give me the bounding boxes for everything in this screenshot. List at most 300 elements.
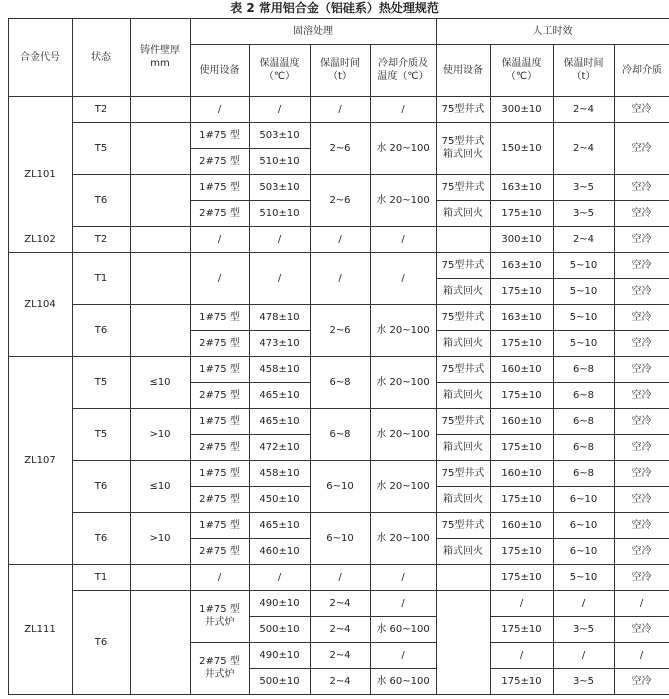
cell-text: 5~10	[569, 311, 598, 323]
table-cell	[370, 460, 436, 512]
cell-text: 2#75 型	[199, 441, 240, 453]
cell-text: 6~10	[569, 545, 598, 557]
table-cell	[490, 434, 553, 460]
cell-text: /	[277, 103, 282, 115]
table-cell	[310, 122, 370, 174]
table-cell	[249, 486, 310, 512]
table-cell	[614, 668, 669, 694]
table-cell	[190, 486, 249, 512]
cell-text: /	[277, 272, 282, 284]
cell-text: /	[277, 233, 282, 245]
table-cell	[310, 668, 370, 694]
cell-text: 6~10	[569, 519, 598, 531]
cell-text: 3~5	[572, 207, 595, 219]
table-cell	[490, 668, 553, 694]
table-cell	[490, 96, 553, 122]
table-cell	[436, 564, 490, 590]
table-cell	[490, 122, 553, 174]
table-cell	[190, 356, 249, 382]
grid-line	[190, 694, 250, 695]
table-cell	[249, 642, 310, 668]
table-cell	[130, 512, 190, 564]
table-cell	[614, 538, 669, 564]
grid-line	[310, 694, 371, 695]
cell-text: /	[217, 571, 222, 583]
table-cell	[436, 486, 490, 512]
table-cell	[72, 122, 130, 174]
table-cell	[190, 226, 249, 252]
table-cell	[249, 460, 310, 486]
cell-text: 473±10	[259, 337, 300, 349]
cell-text: 503±10	[259, 181, 300, 193]
table-cell	[614, 564, 669, 590]
table-cell	[310, 642, 370, 668]
table-cell	[72, 174, 130, 226]
cell-text: 箱式回火	[443, 149, 483, 160]
cell-text: 300±10	[501, 233, 542, 245]
cell-text: ZL111	[24, 623, 56, 635]
cell-text: 水 60~100	[376, 675, 430, 687]
table-cell	[249, 96, 310, 122]
cell-text: T6	[94, 194, 108, 206]
cell-text: 458±10	[259, 363, 300, 375]
table-cell	[190, 564, 249, 590]
cell-text: 175±10	[501, 207, 542, 219]
cell-text: T6	[94, 636, 108, 648]
table-cell	[370, 668, 436, 694]
cell-text: 3~5	[572, 675, 595, 687]
table-cell	[130, 304, 190, 356]
cell-text: ZL107	[24, 454, 56, 466]
table-cell	[490, 226, 553, 252]
table-cell	[370, 564, 436, 590]
table-cell	[249, 590, 310, 616]
table-cell	[490, 642, 553, 668]
table-cell	[490, 278, 553, 304]
cell-text: >10	[149, 428, 171, 440]
table-cell	[370, 590, 436, 616]
cell-text: 465±10	[259, 389, 300, 401]
cell-text: 6~8	[572, 389, 595, 401]
table-cell	[130, 122, 190, 174]
cell-text: 空冷	[631, 311, 652, 323]
cell-text: 水 20~100	[376, 532, 430, 544]
table-cell	[553, 486, 614, 512]
table-cell	[614, 330, 669, 356]
table-cell	[310, 356, 370, 408]
table-cell	[72, 460, 130, 512]
cell-text: 175±10	[501, 675, 542, 687]
cell-text: 1#75 型	[199, 467, 240, 479]
table-cell	[436, 96, 490, 122]
cell-text: 75型井式	[441, 467, 485, 479]
table-cell	[72, 564, 130, 590]
table-cell	[553, 226, 614, 252]
cell-text: ≤10	[149, 376, 171, 388]
cell-text: 75型井式	[441, 259, 485, 271]
cell-text: 空冷	[631, 623, 652, 635]
cell-text: 空冷	[631, 519, 652, 531]
table-cell	[436, 252, 490, 278]
table-cell	[190, 122, 249, 148]
cell-text: 箱式回火	[443, 337, 483, 349]
table-cell	[553, 668, 614, 694]
cell-text: 465±10	[259, 415, 300, 427]
header-aging-cooling: 冷却介质	[622, 64, 662, 76]
table-cell	[310, 590, 370, 616]
cell-text: T2	[94, 233, 108, 245]
table-cell	[190, 200, 249, 226]
table-cell	[190, 174, 249, 200]
table-cell	[72, 252, 130, 304]
table-cell	[249, 148, 310, 174]
cell-text: 箱式回火	[443, 285, 483, 297]
table-cell	[310, 460, 370, 512]
header-aging-time: 保温时间 （t）	[563, 58, 604, 82]
cell-text: 175±10	[501, 285, 542, 297]
cell-text: 75型井式	[441, 311, 485, 323]
cell-text: 160±10	[501, 363, 542, 375]
table-cell	[614, 616, 669, 642]
cell-text: 空冷	[631, 545, 652, 557]
cell-text: /	[217, 233, 222, 245]
cell-text: 460±10	[259, 545, 300, 557]
cell-text: /	[519, 597, 524, 609]
table-cell	[490, 382, 553, 408]
table-cell	[370, 408, 436, 460]
cell-text: 160±10	[501, 519, 542, 531]
table-cell	[553, 356, 614, 382]
cell-text: /	[401, 233, 405, 245]
grid-line	[130, 694, 191, 695]
cell-text: T6	[94, 324, 108, 336]
table-cell	[490, 408, 553, 434]
cell-text: 空冷	[631, 363, 652, 375]
table-cell	[249, 538, 310, 564]
cell-text: 空冷	[631, 675, 652, 687]
table-cell	[190, 590, 249, 642]
cell-text: 6~8	[329, 428, 351, 440]
table-cell	[614, 486, 669, 512]
table-cell	[8, 356, 72, 564]
table-cell	[490, 304, 553, 330]
cell-text: 水 60~100	[376, 623, 430, 635]
table-cell	[72, 356, 130, 408]
table-cell	[490, 200, 553, 226]
cell-text: T5	[94, 142, 108, 154]
table-cell	[436, 590, 490, 694]
cell-text: 箱式回火	[443, 493, 483, 505]
table-cell	[614, 356, 669, 382]
cell-text: 空冷	[631, 493, 652, 505]
table-cell	[553, 642, 614, 668]
cell-text: 5~10	[569, 571, 598, 583]
table-cell	[370, 304, 436, 356]
cell-text: 2~4	[572, 233, 595, 245]
table-cell	[614, 226, 669, 252]
table-cell	[310, 174, 370, 226]
cell-text: 175±10	[501, 571, 542, 583]
cell-text: 458±10	[259, 467, 300, 479]
table-cell	[614, 460, 669, 486]
cell-text: 2~4	[329, 649, 351, 661]
table-cell	[249, 304, 310, 330]
table-cell	[249, 252, 310, 304]
cell-text: 2~4	[329, 675, 351, 687]
cell-text: 2~6	[329, 194, 351, 206]
cell-text: 水 20~100	[376, 480, 430, 492]
cell-text: 1#75 型	[199, 129, 240, 141]
table-cell	[249, 564, 310, 590]
table-cell	[130, 460, 190, 512]
table-cell	[553, 382, 614, 408]
table-cell	[310, 226, 370, 252]
cell-text: 1#75 型	[199, 415, 240, 427]
cell-text: /	[217, 272, 222, 284]
cell-text: 2#75 型	[199, 155, 240, 167]
grid-line	[8, 694, 73, 695]
table-cell	[130, 252, 190, 304]
cell-text: 3~5	[572, 181, 595, 193]
cell-text: 空冷	[631, 207, 652, 219]
cell-text: 箱式回火	[443, 441, 483, 453]
table-cell	[490, 616, 553, 642]
cell-text: /	[338, 233, 342, 245]
table-cell	[249, 408, 310, 434]
cell-text: 175±10	[501, 623, 542, 635]
cell-text: 5~10	[569, 337, 598, 349]
cell-text: 175±10	[501, 441, 542, 453]
cell-text: 水 20~100	[376, 194, 430, 206]
cell-text: 箱式回火	[443, 545, 483, 557]
cell-text: 510±10	[259, 155, 300, 167]
table-cell	[553, 434, 614, 460]
table-cell	[553, 512, 614, 538]
cell-text: 箱式回火	[443, 389, 483, 401]
cell-text: 75型井式	[441, 103, 485, 115]
cell-text: 500±10	[259, 623, 300, 635]
table-cell	[249, 512, 310, 538]
table-cell	[249, 434, 310, 460]
table-cell	[190, 460, 249, 486]
cell-text: ZL104	[24, 298, 56, 310]
table-cell	[72, 304, 130, 356]
table-cell	[614, 408, 669, 434]
cell-text: 500±10	[259, 675, 300, 687]
cell-text: 空冷	[631, 285, 652, 297]
cell-text: 6~8	[572, 363, 595, 375]
table-cell	[310, 512, 370, 564]
table-cell	[553, 616, 614, 642]
table-cell	[190, 304, 249, 330]
cell-text: 150±10	[501, 142, 542, 154]
table-cell	[553, 408, 614, 434]
cell-text: ≤10	[149, 480, 171, 492]
cell-text: 空冷	[631, 233, 652, 245]
table-cell	[490, 356, 553, 382]
table-cell	[436, 122, 490, 174]
table-cell	[553, 304, 614, 330]
table-cell	[249, 382, 310, 408]
cell-text: 井式炉	[204, 669, 235, 680]
cell-text: 2#75 型	[199, 656, 240, 667]
table-cell	[436, 174, 490, 200]
table-cell	[614, 382, 669, 408]
table-cell	[130, 226, 190, 252]
table-cell	[249, 174, 310, 200]
table-cell	[436, 330, 490, 356]
header-state: 状态	[91, 51, 111, 63]
cell-text: 水 20~100	[376, 142, 430, 154]
table-cell	[490, 564, 553, 590]
table-cell	[190, 96, 249, 122]
cell-text: 2~4	[572, 142, 595, 154]
cell-text: 6~8	[572, 415, 595, 427]
table-cell	[490, 460, 553, 486]
table-cell	[614, 512, 669, 538]
table-cell	[8, 564, 72, 694]
table-cell	[72, 408, 130, 460]
table-cell	[553, 252, 614, 278]
cell-text: 2~6	[329, 324, 351, 336]
cell-text: 175±10	[501, 337, 542, 349]
table-cell	[310, 96, 370, 122]
table-cell	[130, 96, 190, 122]
table-cell	[553, 590, 614, 616]
cell-text: 160±10	[501, 467, 542, 479]
table-cell	[249, 616, 310, 642]
table-cell	[370, 96, 436, 122]
table-cell	[490, 174, 553, 200]
cell-text: 465±10	[259, 519, 300, 531]
cell-text: ZL102	[24, 233, 56, 245]
cell-text: 5~10	[569, 259, 598, 271]
table-cell	[190, 538, 249, 564]
header-solution-equipment: 使用设备	[199, 64, 240, 76]
cell-text: 6~10	[569, 493, 598, 505]
table-cell	[614, 252, 669, 278]
table-cell	[8, 226, 72, 252]
table-cell	[614, 590, 669, 616]
cell-text: 2#75 型	[199, 389, 240, 401]
table-cell	[249, 668, 310, 694]
cell-text: 空冷	[631, 259, 652, 271]
cell-text: /	[401, 571, 405, 583]
cell-text: 2~4	[329, 623, 351, 635]
table-cell	[190, 148, 249, 174]
cell-text: T6	[94, 480, 108, 492]
table-cell	[553, 538, 614, 564]
table-cell	[614, 200, 669, 226]
cell-text: 75型井式	[441, 136, 485, 147]
table-cell	[436, 304, 490, 330]
table-cell	[72, 512, 130, 564]
cell-text: /	[401, 272, 405, 284]
cell-text: 6~8	[572, 467, 595, 479]
table-cell	[310, 616, 370, 642]
cell-text: 75型井式	[441, 181, 485, 193]
table-cell	[310, 564, 370, 590]
table-title: 表 2 常用铝合金（铝硅系）热处理规范	[230, 1, 439, 15]
table-cell	[436, 538, 490, 564]
header-solution-temp: 保温温度 （℃）	[259, 58, 300, 82]
table-cell	[370, 616, 436, 642]
cell-text: 472±10	[259, 441, 300, 453]
table-cell	[310, 408, 370, 460]
table-cell	[553, 564, 614, 590]
cell-text: 478±10	[259, 311, 300, 323]
grid-line	[436, 694, 491, 695]
table-cell	[370, 642, 436, 668]
table-cell	[553, 278, 614, 304]
table-cell	[190, 382, 249, 408]
table-cell	[614, 304, 669, 330]
header-aging-equipment: 使用设备	[443, 64, 483, 76]
cell-text: 1#75 型	[199, 519, 240, 531]
table-cell	[490, 330, 553, 356]
cell-text: T1	[94, 272, 108, 284]
grid-line	[72, 694, 131, 695]
cell-text: T5	[94, 428, 108, 440]
table-cell	[436, 460, 490, 486]
header-wall-thickness: 铸件壁厚 mm	[140, 45, 180, 69]
cell-text: 空冷	[631, 571, 652, 583]
cell-text: 163±10	[501, 259, 542, 271]
cell-text: 水 20~100	[376, 324, 430, 336]
table-cell	[436, 408, 490, 434]
table-cell	[249, 122, 310, 148]
table-cell	[553, 122, 614, 174]
table-cell	[190, 642, 249, 694]
table-cell	[436, 226, 490, 252]
header-artificial-aging: 人工时效	[532, 25, 573, 37]
table-cell	[190, 434, 249, 460]
cell-text: 175±10	[501, 493, 542, 505]
cell-text: 490±10	[259, 649, 300, 661]
table-cell	[130, 564, 190, 590]
table-cell	[310, 252, 370, 304]
table-cell	[614, 122, 669, 174]
cell-text: /	[401, 649, 405, 661]
cell-text: /	[338, 571, 342, 583]
grid-line	[553, 694, 615, 695]
cell-text: 6~10	[326, 532, 354, 544]
table-cell	[553, 460, 614, 486]
cell-text: 2~6	[329, 142, 351, 154]
table-cell	[249, 330, 310, 356]
table-cell	[614, 278, 669, 304]
table-cell	[190, 408, 249, 434]
cell-text: 空冷	[631, 441, 652, 453]
cell-text: 510±10	[259, 207, 300, 219]
table-cell	[553, 174, 614, 200]
table-cell	[436, 356, 490, 382]
table-cell	[614, 642, 669, 668]
cell-text: /	[401, 103, 405, 115]
table-cell	[436, 382, 490, 408]
header-solution-cooling: 冷却介质及 温度（℃）	[377, 58, 429, 82]
cell-text: 空冷	[631, 337, 652, 349]
table-cell	[249, 356, 310, 382]
table-cell	[72, 590, 130, 694]
cell-text: 6~8	[329, 376, 351, 388]
cell-text: 2~4	[572, 103, 595, 115]
cell-text: 160±10	[501, 415, 542, 427]
cell-text: 2#75 型	[199, 337, 240, 349]
cell-text: T5	[94, 376, 108, 388]
cell-text: 2#75 型	[199, 545, 240, 557]
cell-text: 1#75 型	[199, 181, 240, 193]
